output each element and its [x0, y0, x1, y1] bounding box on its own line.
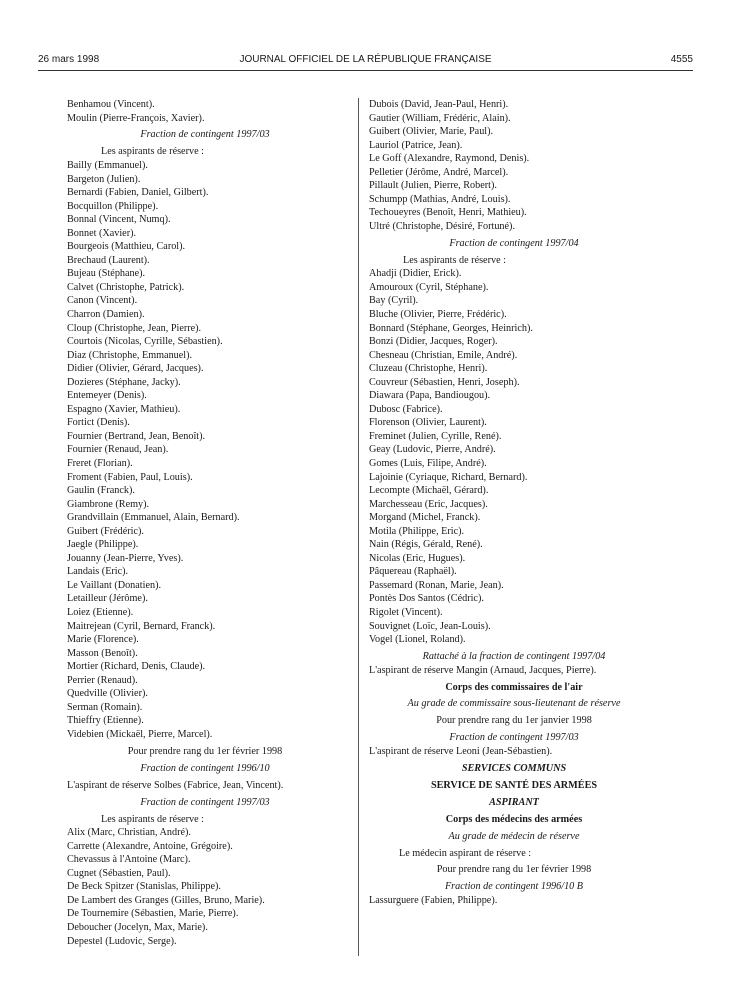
medecin-label: Le médecin aspirant de réserve : [399, 847, 532, 859]
list-item: Souvignet (Loïc, Jean-Louis). [369, 620, 491, 632]
list-item: Bailly (Emmanuel). [67, 159, 148, 171]
leoni-line: L'aspirant de réserve Leoni (Jean-Sébastien). [369, 745, 553, 757]
list-item: Pontès Dos Santos (Cédric). [369, 593, 484, 605]
list-item: Bonnard (Stéphane, Georges, Heinrich). [369, 322, 533, 334]
list-item: Espagno (Xavier, Mathieu). [67, 403, 181, 415]
list-item: Deboucher (Jocelyn, Max, Marie). [67, 922, 208, 933]
list-item: Bonnal (Vincent, Numq). [67, 214, 171, 226]
fraction-heading: Fraction de contingent 1997/04 [449, 237, 579, 249]
column-divider [358, 98, 359, 956]
list-item: Landais (Eric). [67, 566, 129, 578]
left-column [67, 98, 343, 948]
name-list-right-top [369, 98, 659, 233]
fraction-heading: Fraction de contingent 1997/03 [140, 129, 270, 141]
list-item: Pelletier (Jérôme, André, Marcel). [369, 166, 509, 178]
list-item: Entemeyer (Denis). [67, 390, 147, 402]
list-item: Quedville (Olivier). [67, 688, 148, 700]
name-list-top [67, 98, 343, 125]
last-name-line: Lassurguere (Fabien, Philippe). [369, 894, 498, 906]
page-number: 4555 [670, 54, 693, 65]
name-list-3 [369, 267, 659, 646]
list-item: Nain (Régis, Gérald, René). [369, 539, 483, 551]
list-item: Cugnet (Sébastien, Paul). [67, 867, 171, 879]
list-item: Florenson (Olivier, Laurent). [369, 417, 487, 429]
list-item: De Tournemire (Sébastien, Marie, Pierre). [67, 908, 239, 920]
list-item: Vogel (Lionel, Roland). [369, 634, 466, 646]
list-item: Alix (Marc, Christian, André). [67, 827, 191, 839]
services-heading: SERVICES COMMUNS [461, 762, 567, 774]
list-item: Bocquillon (Philippe). [67, 200, 159, 212]
list-item: Masson (Benoît). [67, 647, 138, 659]
list-item: Fortict (Denis). [67, 417, 130, 429]
list-item: Rigolet (Vincent). [369, 607, 443, 619]
list-item: Ultré (Christophe, Désiré, Fortuné). [369, 220, 515, 232]
list-item: Guibert (Olivier, Marie, Paul). [369, 126, 494, 138]
list-item: Moulin (Pierre-François, Xavier). [67, 112, 205, 124]
list-item: Bluche (Olivier, Pierre, Frédéric). [369, 308, 507, 320]
list-item: Grandvillain (Emmanuel, Alain, Bernard). [67, 512, 240, 524]
name-list-2 [67, 826, 343, 948]
list-item: Bonnet (Xavier). [67, 227, 137, 239]
list-item: Thieffry (Etienne). [67, 715, 144, 727]
page-header [38, 54, 693, 70]
list-item: Dubois (David, Jean-Paul, Henri). [369, 99, 509, 110]
list-item: Carrette (Alexandre, Antoine, Grégoire). [67, 840, 233, 852]
list-item: Marchesseau (Eric, Jacques). [369, 498, 488, 510]
list-item: Loiez (Etienne). [67, 607, 134, 619]
right-column [369, 98, 659, 907]
list-item: Dozieres (Stéphane, Jacky). [67, 376, 181, 388]
list-item: Videbien (Mickaël, Pierre, Marcel). [67, 728, 213, 740]
list-item: Techoueyres (Benoît, Henri, Mathieu). [369, 207, 527, 219]
list-item: Bernardi (Fabien, Daniel, Gilbert). [67, 187, 209, 199]
list-item: Charron (Damien). [67, 308, 145, 320]
name-list-1 [67, 159, 343, 742]
corps-air-heading: Corps des commissaires de l'air [445, 681, 583, 693]
list-item: Chevassus à l'Antoine (Marc). [67, 854, 191, 866]
list-item: Maitrejean (Cyril, Bernard, Franck). [67, 620, 216, 632]
list-item: Jaegle (Philippe). [67, 539, 139, 551]
mangin-line: L'aspirant de réserve Mangin (Arnaud, Jacques, Pierre). [369, 664, 597, 676]
header-rule [38, 70, 693, 71]
corps-med-heading: Corps des médecins des armées [445, 813, 583, 825]
list-item: Couvreur (Sébastien, Henri, Joseph). [369, 376, 520, 388]
list-item: Didier (Olivier, Gérard, Jacques). [67, 363, 204, 375]
list-item: Letailleur (Jérôme). [67, 593, 148, 605]
list-item: Le Goff (Alexandre, Raymond, Denis). [369, 153, 530, 165]
list-item: Diawara (Papa, Bandiougou). [369, 390, 491, 402]
list-item: Pâquereau (Raphaël). [369, 566, 457, 578]
list-item: Guibert (Frédéric). [67, 525, 144, 537]
fraction-heading: Fraction de contingent 1996/10 [140, 762, 270, 774]
sante-heading: SERVICE DE SANTÉ DES ARMÉES [430, 779, 598, 791]
list-item: Lauriol (Patrice, Jean). [369, 139, 463, 151]
list-item: Jouanny (Jean-Pierre, Yves). [67, 552, 184, 564]
list-item: De Lambert des Granges (Gilles, Bruno, Marie). [67, 894, 265, 906]
list-item: Schumpp (Mathias, André, Louis). [369, 193, 511, 205]
list-item: Freret (Florian). [67, 458, 133, 469]
fraction-heading: Fraction de contingent 1997/03 [140, 796, 270, 808]
list-item: Morgand (Michel, Franck). [369, 512, 481, 524]
list-item: Gautier (William, Frédéric, Alain). [369, 112, 511, 124]
journal-title: JOURNAL OFFICIEL DE LA RÉPUBLIQUE FRANÇAISE [239, 54, 492, 65]
list-item: Gomes (Luis, Filipe, André). [369, 458, 487, 469]
grade-heading: Au grade de médecin de réserve [448, 830, 580, 842]
fraction-heading: Fraction de contingent 1996/10 B [444, 881, 584, 893]
list-item: Nicolas (Eric, Hugues). [369, 552, 466, 564]
rang-line: Pour prendre rang du 1er février 1998 [436, 864, 592, 876]
list-item: Pillault (Julien, Pierre, Robert). [369, 180, 497, 192]
list-item: Gaulin (Franck). [67, 485, 135, 497]
list-item: Brechaud (Laurent). [67, 254, 150, 266]
aspirant-heading: ASPIRANT [489, 796, 539, 808]
rattache-heading: Rattaché à la fraction de contingent 1997/04 [422, 651, 606, 663]
list-item: Le Vaillant (Donatien). [67, 579, 162, 591]
list-item: Bargeton (Julien). [67, 173, 141, 185]
list-item: Passemard (Ronan, Marie, Jean). [369, 579, 504, 591]
list-item: Lecompte (Michaël, Gérard). [369, 485, 489, 497]
aspirants-label: Les aspirants de réserve : [101, 146, 204, 158]
rang-line: Pour prendre rang du 1er janvier 1998 [436, 715, 592, 727]
aspirants-label: Les aspirants de réserve : [101, 813, 204, 825]
list-item: Marie (Florence). [67, 634, 139, 646]
list-item: Freminet (Julien, Cyrille, René). [369, 430, 502, 442]
list-item: Giambrone (Remy). [67, 498, 150, 510]
list-item: Depestel (Ludovic, Serge). [67, 935, 177, 947]
list-item: Cloup (Christophe, Jean, Pierre). [67, 322, 202, 334]
grade-heading: Au grade de commissaire sous-lieutenant de réserve [407, 698, 621, 710]
list-item: Chesneau (Christian, Emile, André). [369, 349, 518, 361]
list-item: Perrier (Renaud). [67, 674, 138, 686]
list-item: Fournier (Renaud, Jean). [67, 444, 169, 456]
list-item: Diaz (Christophe, Emmanuel). [67, 349, 193, 361]
header-date: 26 mars 1998 [38, 54, 100, 65]
list-item: Amouroux (Cyril, Stéphane). [369, 281, 489, 293]
list-item: Ahadji (Didier, Erick). [369, 268, 462, 280]
aspirants-label: Les aspirants de réserve : [403, 254, 506, 266]
list-item: Calvet (Christophe, Patrick). [67, 281, 185, 293]
list-item: Froment (Fabien, Paul, Louis). [67, 471, 193, 483]
list-item: Serman (Romain). [67, 701, 143, 713]
list-item: Bujeau (Stéphane). [67, 268, 146, 280]
list-item: Courtois (Nicolas, Cyrille, Sébastien). [67, 336, 223, 348]
solbes-line: L'aspirant de réserve Solbes (Fabrice, Jean, Vincent). [67, 779, 284, 791]
rang-line: Pour prendre rang du 1er février 1998 [127, 745, 283, 757]
list-item: Bonzi (Didier, Jacques, Roger). [369, 336, 498, 348]
list-item: Dubosc (Fabrice). [369, 403, 443, 415]
list-item: Mortier (Richard, Denis, Claude). [67, 661, 206, 673]
list-item: Bourgeois (Matthieu, Carol). [67, 241, 186, 253]
list-item: Benhamou (Vincent). [67, 99, 155, 110]
list-item: Geay (Ludovic, Pierre, André). [369, 444, 496, 456]
list-item: Cluzeau (Christophe, Henri). [369, 363, 488, 375]
list-item: Fournier (Bertrand, Jean, Benoît). [67, 430, 206, 442]
list-item: Lajoinie (Cyriaque, Richard, Bernard). [369, 471, 528, 483]
list-item: Canon (Vincent). [67, 295, 138, 307]
list-item: De Beck Spitzer (Stanislas, Philippe). [67, 881, 221, 893]
list-item: Bay (Cyril). [369, 295, 419, 307]
fraction-heading: Fraction de contingent 1997/03 [449, 732, 579, 744]
list-item: Motila (Philippe, Eric). [369, 525, 465, 537]
